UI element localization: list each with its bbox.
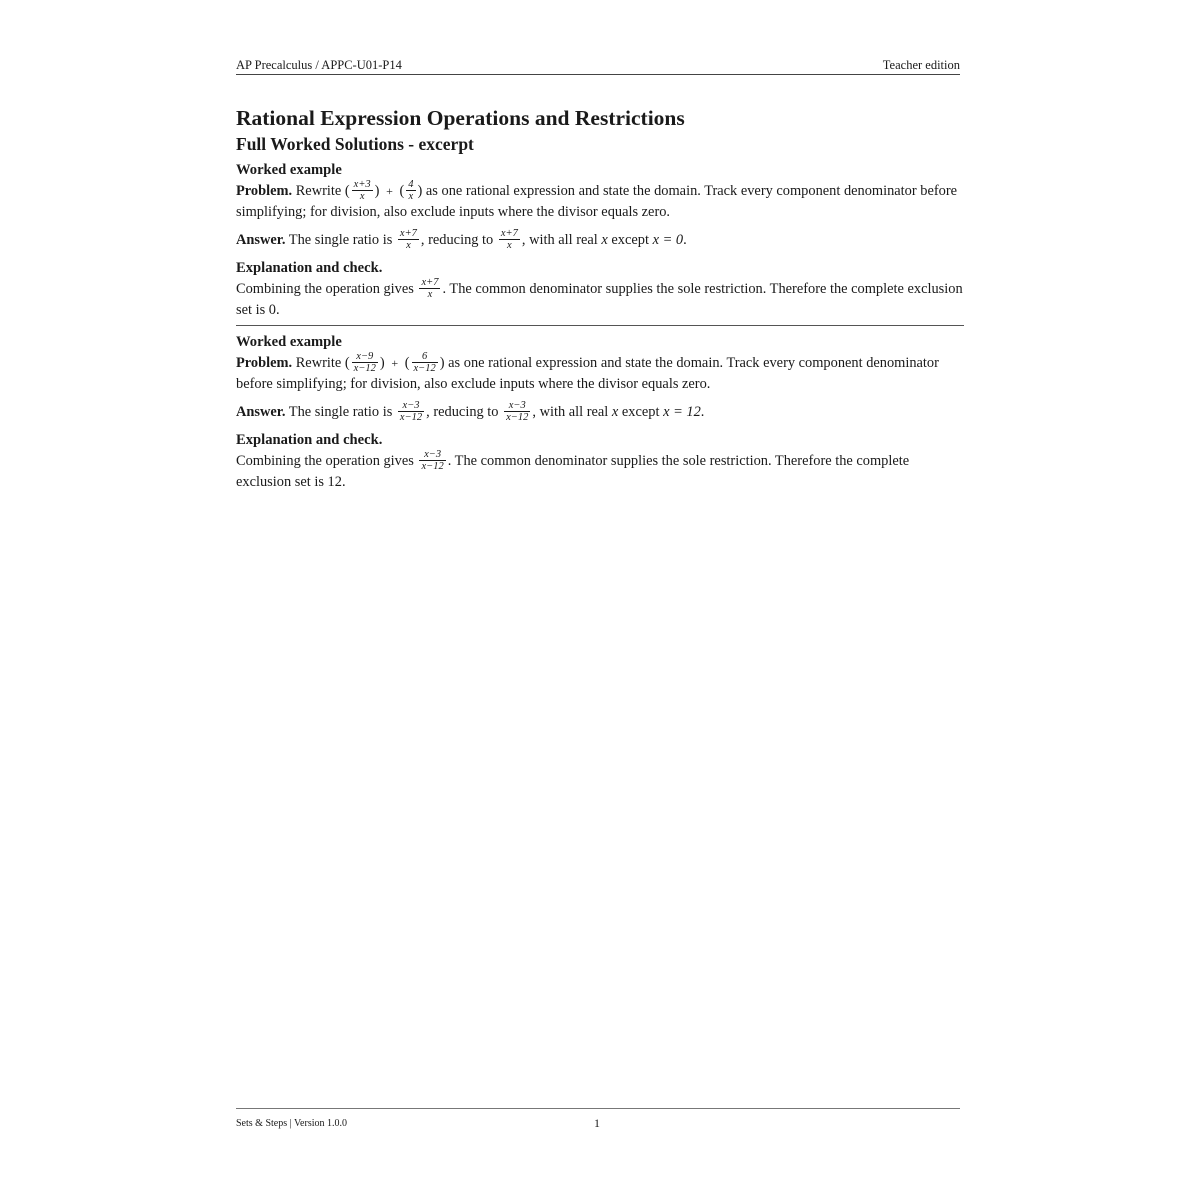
problem-pre: Rewrite xyxy=(295,354,342,371)
example-heading: Worked example xyxy=(236,162,342,178)
except-text: except xyxy=(621,403,660,420)
example-heading: Worked example xyxy=(236,334,342,350)
problem-post: as one rational expression and state the domain. Track every component denominator before simplifying; for division, also exclude inputs where the divisor equals zero. xyxy=(236,182,958,220)
edition-label: Teacher edition xyxy=(882,58,960,72)
variable: x xyxy=(611,403,619,420)
operator: + xyxy=(391,355,399,370)
fraction-term-1: $\frac{x+3}{x}$ xyxy=(353,179,371,202)
answer-label: Answer. xyxy=(236,231,286,248)
exclusion-equation: x = 12 xyxy=(663,403,701,420)
problem-pre: Rewrite xyxy=(295,182,342,199)
operator: + xyxy=(386,183,393,198)
exclusion-equation: x = 0 xyxy=(652,231,684,248)
problem-statement: Problem. Rewrite ( $\frac{x-9}{x-12}$ ) + ( $\frac{6}{x-12}$ ) as one rational expression and state the domain. Track every component denominator before simplifying; for division, also exclude inputs where the divisor equals zero. xyxy=(236,351,939,392)
page-title: Rational Expression Operations and Restrictions xyxy=(236,106,685,130)
explanation-fraction: $\frac{x+7}{x}$ xyxy=(421,277,439,300)
answer-pre: The single ratio is xyxy=(288,231,393,248)
problem-statement: Problem. Rewrite ( $\frac{x+3}{x}$ ) + ( $\frac{4}{x}$ ) as one rational expression and state the domain. Track every component denominator before simplifying; for division, also exclude inputs where the divisor equals zero. xyxy=(236,179,958,220)
variable: x xyxy=(601,231,608,248)
answer-statement: Answer. The single ratio is $\frac{x-3}{x-12}$ , reducing to $\frac{x-3}{x-12}$ , with all real x except x = 12. xyxy=(236,400,705,423)
explanation-heading: Explanation and check. xyxy=(236,432,383,448)
worked-example xyxy=(236,332,966,491)
page-number: 1 xyxy=(594,1116,600,1130)
problem-label: Problem. xyxy=(236,182,293,199)
problem-label: Problem. xyxy=(236,354,293,371)
exclusion-set: 12 xyxy=(327,474,342,490)
answer-pre: The single ratio is xyxy=(288,403,393,420)
footer-version: Sets & Steps | Version 1.0.0 xyxy=(236,1118,347,1129)
page-subtitle: Full Worked Solutions - excerpt xyxy=(236,134,474,154)
problem-post: as one rational expression and state the domain. Track every component denominator before simplifying; for division, also exclude inputs where the divisor equals zero. xyxy=(236,354,939,392)
fraction-term-2: $\frac{4}{x}$ xyxy=(408,179,414,202)
reducing-text: , reducing to xyxy=(426,403,499,420)
reduced-fraction: $\frac{x+7}{x}$ xyxy=(500,228,518,251)
explanation-text: Combining the operation gives $\frac{x-3}{x-12}$ . The common denominator supplies the sole restriction. Therefore the complete exclusion set is 12. xyxy=(236,449,910,490)
section-divider xyxy=(236,325,964,326)
fraction-term-2: $\frac{6}{x-12}$ xyxy=(413,351,436,374)
page-header xyxy=(236,58,960,75)
domain-text: , with all real xyxy=(532,403,609,420)
single-ratio-fraction: $\frac{x+7}{x}$ xyxy=(399,228,417,251)
answer-statement: Answer. The single ratio is $\frac{x+7}{x}$ , reducing to $\frac{x+7}{x}$ , with all real x except x = 0. xyxy=(236,228,687,251)
worked-example xyxy=(236,160,966,319)
reducing-text: , reducing to xyxy=(420,231,494,248)
domain-text: , with all real xyxy=(521,231,598,248)
reduced-fraction: $\frac{x-3}{x-12}$ xyxy=(506,400,529,423)
course-code: AP Precalculus / APPC-U01-P14 xyxy=(236,58,402,72)
page-footer xyxy=(236,1108,960,1130)
explanation-fraction: $\frac{x-3}{x-12}$ xyxy=(421,449,444,472)
explanation-text: Combining the operation gives $\frac{x+7}{x}$ . The common denominator supplies the sole restriction. Therefore the complete exclusion set is 0. xyxy=(236,277,963,318)
exclusion-set: 0 xyxy=(268,302,276,318)
fraction-term-1: $\frac{x-9}{x-12}$ xyxy=(353,351,376,374)
answer-label: Answer. xyxy=(236,403,286,420)
explanation-heading: Explanation and check. xyxy=(236,260,383,276)
except-text: except xyxy=(611,231,649,248)
single-ratio-fraction: $\frac{x-3}{x-12}$ xyxy=(399,400,423,423)
main-content xyxy=(236,104,966,491)
